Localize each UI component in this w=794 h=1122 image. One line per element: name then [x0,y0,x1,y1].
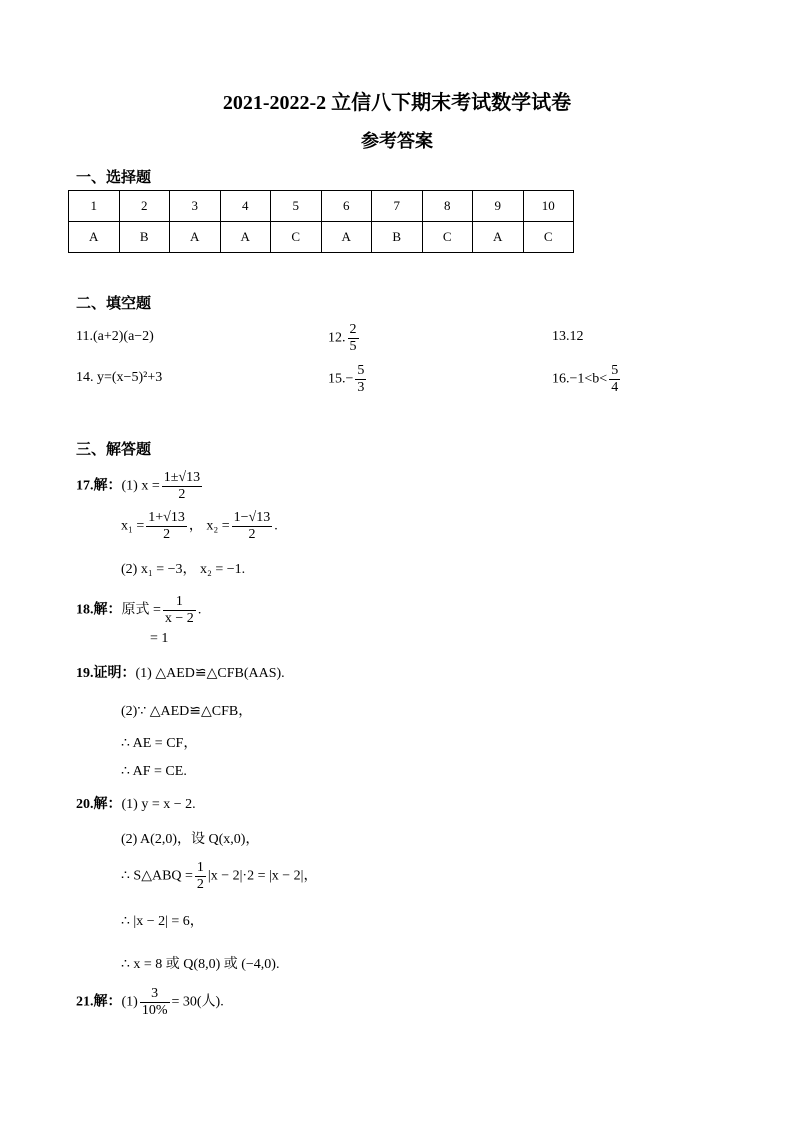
answer-table [68,190,574,253]
answer-table-answer-cell: C [422,222,473,253]
q19-line-3: ∴ AE = CF， [121,736,198,751]
answer-q14: 14. y=(x−5)²+3 [76,370,163,385]
answer-q11: 11.(a+2)(a−2) [76,329,154,344]
q17-x1-fraction [146,510,187,543]
q20-line-5: ∴ x = 8 或 Q(8,0) 或 (−4,0). [121,957,280,972]
q19-line-1 [76,662,285,682]
q20-l3-denominator: 2 [196,877,204,892]
q17-x2-numerator: 1−√13 [233,510,271,525]
answer-q15 [328,363,368,396]
q17-line-1 [76,470,204,503]
q17-l1-prefix: (1) x = [121,478,160,494]
q17-x2-denominator: 2 [248,527,256,542]
q12-numerator: 2 [349,322,357,337]
answer-table-number-cell: 10 [523,191,574,222]
q17-x1-numerator: 1+√13 [148,510,185,525]
q16-denominator: 4 [611,380,619,395]
answer-table-number-cell: 3 [170,191,221,222]
q21-label: 21.解： [76,994,122,1010]
q20-l3-suffix: |x − 2|·2 = |x − 2|， [207,868,318,884]
q15-numerator: 5 [357,363,365,378]
answer-q12 [328,322,361,355]
section-heading-solve: 三、解答题 [76,440,152,458]
q18-label: 18.解： [76,602,122,618]
q17-x1-denominator: 2 [163,527,171,542]
answer-table-number-row [69,191,574,222]
page-title: 2021-2022-2 立信八下期末考试数学试卷 [222,92,572,114]
answer-q13: 13.12 [552,329,584,344]
q16-label: 16.−1<b< [552,371,608,387]
q17-l1-numerator: 1±√13 [163,470,201,485]
q18-line-2: = 1 [150,631,169,646]
q20-l1-text: (1) y = x − 2. [121,797,196,812]
q17-label: 17.解： [76,478,122,494]
q16-fraction [609,363,620,396]
answer-table-answer-cell: C [271,222,322,253]
q17-l1-fraction [162,470,202,503]
answer-table-answer-cell: A [69,222,120,253]
q18-denominator: x − 2 [164,611,194,626]
q12-label: 12. [328,330,346,346]
q21-denominator: 10% [141,1003,168,1018]
answer-table-answer-cell: A [321,222,372,253]
q17-period: . [274,518,278,534]
q20-l3-fraction [195,860,206,893]
answer-table-number-cell: 5 [271,191,322,222]
q17-line-3: (2) x₁ = −3， x₂ = −1. [121,562,246,577]
answer-q16 [552,363,622,396]
q21-numerator: 3 [140,986,170,1003]
answer-table-answer-cell: C [523,222,574,253]
answer-table-number-cell: 4 [220,191,271,222]
q18-fraction [163,594,196,627]
q15-label: 15.− [328,371,354,387]
answer-table-number-cell: 7 [372,191,423,222]
q12-fraction [348,322,359,355]
q15-fraction [355,363,366,396]
q18-line-1: 18.解：原式 = $\frac{1}{x - 2}$ . [76,594,202,626]
section-heading-fill: 二、填空题 [76,294,152,312]
q20-line-1 [76,793,196,813]
q19-line-2: (2)∵ △AED≌△CFB， [121,704,253,719]
q19-line-4: ∴ AF = CE. [121,764,187,779]
q19-label: 19.证明： [76,666,136,681]
page-subtitle: 参考答案 [361,131,433,151]
q21-suffix: = 30(人). [171,994,224,1010]
answer-table-answer-row [69,222,574,253]
q17-l1-denominator: 2 [178,487,186,502]
q16-numerator: 5 [611,363,619,378]
q20-l3-numerator: 1 [196,860,204,875]
answer-table-number-cell: 8 [422,191,473,222]
q20-line-3 [121,860,317,893]
q12-denominator: 5 [349,339,357,354]
q19-l1-text: (1) △AED≌△CFB(AAS). [135,666,285,681]
answer-table-answer-cell: A [170,222,221,253]
q21-fraction [140,986,170,1019]
answer-table-number-cell: 9 [473,191,524,222]
q20-line-4: ∴ |x − 2| = 6， [121,914,204,929]
section-heading-choice: 一、选择题 [76,168,152,186]
q20-l3-prefix: ∴ S△ABQ = [121,868,193,884]
answer-table-answer-cell: B [119,222,170,253]
answer-table-number-cell: 1 [69,191,120,222]
answer-table-number-cell: 6 [321,191,372,222]
answer-table-answer-cell: A [220,222,271,253]
answer-table-answer-cell: A [473,222,524,253]
q15-denominator: 3 [357,380,365,395]
q17-line-2 [121,510,278,543]
q21-prefix: (1) [121,994,138,1010]
q17-x2-label: ， x₂ = [188,518,230,534]
q18-prefix: 原式 = [121,602,161,618]
q21-line-1 [76,986,224,1019]
q20-label: 20.解： [76,797,122,812]
answer-table-number-cell: 2 [119,191,170,222]
answer-table-answer-cell: B [372,222,423,253]
q20-line-2: (2) A(2,0)，设 Q(x,0)， [121,832,260,847]
q17-x2-fraction [232,510,273,543]
q17-x1-label: x₁ = [121,518,145,534]
q18-numerator: 1 [163,594,196,611]
